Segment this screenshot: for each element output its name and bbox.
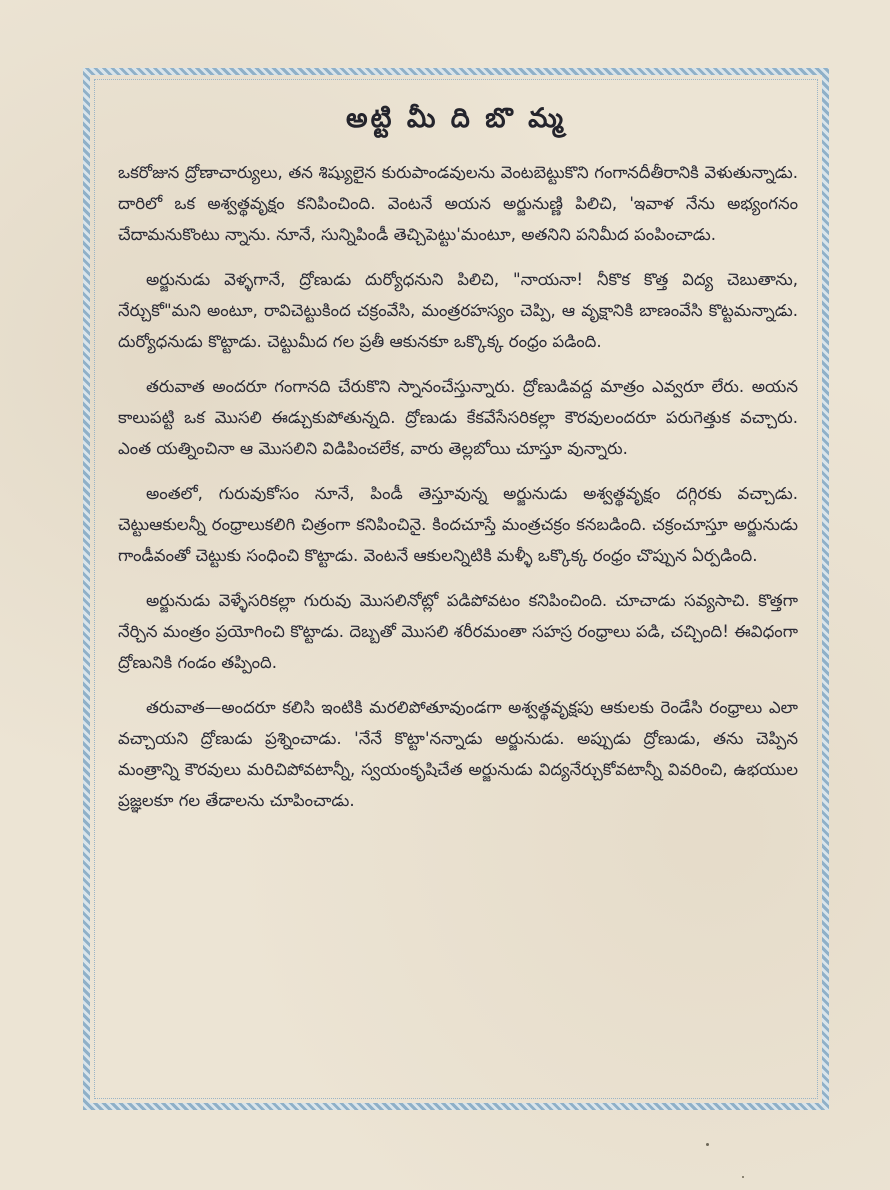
paragraph-5: అర్జునుడు వెళ్ళేసరికల్లా గురువు మొసలినోట్లో పడిపోవటం కనిపించింది. చూచాడు సవ్యసాచి. కొత్తగా నేర్చిన మంత్రం ప్రయోగించి కొట్టాడు. దెబ్బతో మొసలి శరీరమంతా సహస్ర రంధ్రాలు పడి, చచ్చింది! ఈవిధంగా ద్రోణునికి గండం తప్పింది. [118, 591, 798, 672]
paper-speck [706, 1143, 709, 1146]
decorative-border [83, 68, 829, 1110]
paragraph-3: తరువాత అందరూ గంగానది చేరుకొని స్నానంచేస్తున్నారు. ద్రోణుడివద్ద మాత్రం ఎవ్వరూ లేరు. అయన కాలుపట్టి ఒక మొసలి ఈడ్చుకుపోతున్నది. ద్రోణుడు కేకవేసేసరికల్లా కౌరవులందరూ పరుగెత్తుక వచ్చారు. ఎంత యత్నించినా ఆ మొసలిని విడిపించలేక, వారు తెల్లబోయి చూస్తూ వున్నారు. [118, 377, 798, 458]
paragraph-1: ఒకరోజున ద్రోణాచార్యులు, తన శిష్యులైన కురుపాండవులను వెంటబెట్టుకొని గంగానదీతీరానికి వెళుతున్నాడు. దారిలో ఒక అశ్వత్థవృక్షం కనిపించింది. వెంటనే అయన అర్జునుణ్ణి పిలిచి, 'ఇవాళ నేను అభ్యంగనం చేదామనుకొంటు న్నాను. నూనే, సున్నిపిండీ తెచ్చిపెట్టు'మంటూ, అతనిని పనిమీద పంపించాడు. [118, 163, 798, 244]
paper-speck [742, 1176, 744, 1178]
story-body [118, 157, 798, 830]
paragraph-2: అర్జునుడు వెళ్ళగానే, ద్రోణుడు దుర్యోధనుని పిలిచి, "నాయనా! నీకొక కొత్త విద్య చెబుతాను, నేర్చుకో"మని అంటూ, రావిచెట్టుకింద చక్రంవేసి, మంత్రరహస్యం చెప్పి, ఆ వృక్షానికి బాణంవేసి కొట్టమన్నాడు. దుర్యోధనుడు కొట్టాడు. చెట్టుమీద గల ప్రతీ ఆకునకూ ఒక్కొక్క రంధ్రం పడింది. [118, 270, 798, 351]
paragraph-6: తరువాత—అందరూ కలిసి ఇంటికి మరలిపోతూవుండగా అశ్వత్థవృక్షపు ఆకులకు రెండేసి రంధ్రాలు ఎలా వచ్చాయని ద్రోణుడు ప్రశ్నించాడు. 'నేనే కొట్టా'నన్నాడు అర్జునుడు. అప్పుడు ద్రోణుడు, తను చెప్పిన మంత్రాన్ని కౌరవులు మరిచిపోవటాన్నీ, స్వయంకృషిచేత అర్జునుడు విద్యనేర్చుకోవటాన్నీ వివరించి, ఉభయుల ప్రజ్ఞలకూ గల తేడాలను చూపించాడు. [118, 698, 798, 810]
story-title: అట్టి మీ ది బొ మ్మ [345, 103, 566, 134]
paragraph-4: అంతలో, గురువుకోసం నూనే, పిండీ తెస్తూవున్న అర్జునుడు అశ్వత్థవృక్షం దగ్గిరకు వచ్చాడు. చెట్టుఆకులన్నీ రంధ్రాలుకలిగి చిత్రంగా కనిపించినై. కిందచూస్తే మంత్రచక్రం కనబడింది. చక్రంచూస్తూ అర్జునుడు గాండీవంతో చెట్టుకు సంధించి కొట్టాడు. వెంటనే ఆకులన్నిటికి మళ్ళీ ఒక్కొక్క రంధ్రం చొప్పున ఏర్పడింది. [118, 484, 798, 565]
